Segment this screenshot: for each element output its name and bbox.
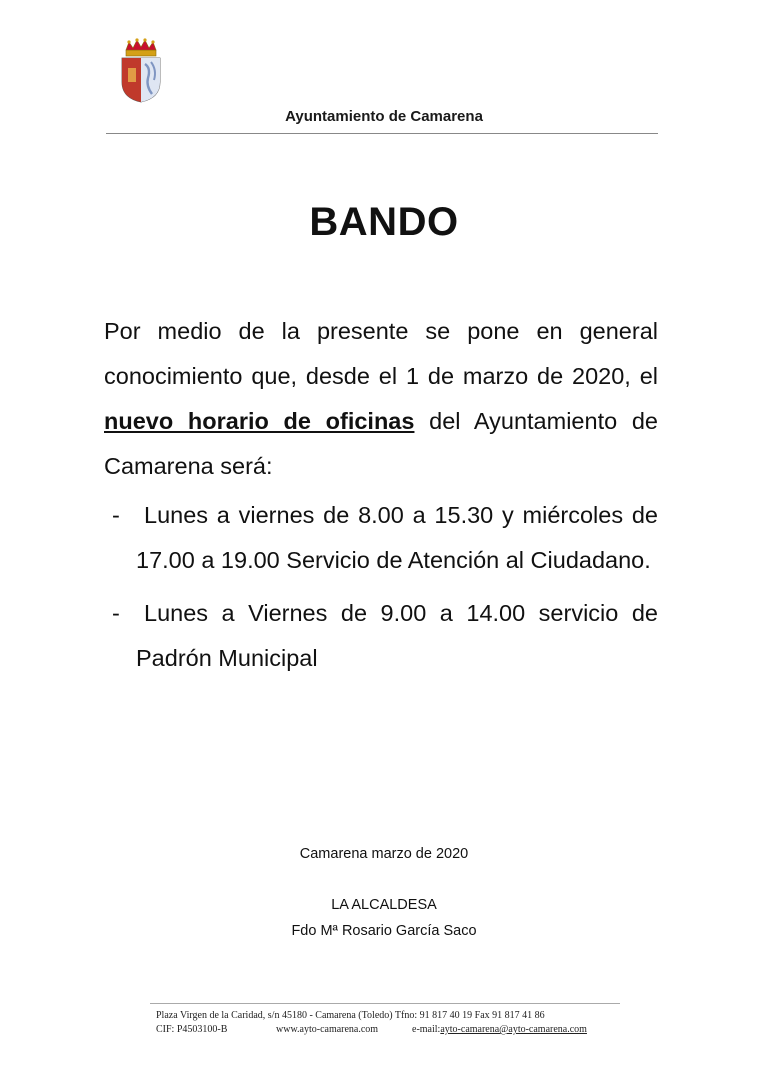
coat-of-arms-icon: [118, 38, 164, 104]
footer-address: Plaza Virgen de la Caridad, s/n 45180 - Camarena (Toledo) Tfno: 91 817 40 19 Fax 91 817 41 86: [156, 1010, 545, 1021]
org-name: Ayuntamiento de Camarena: [285, 108, 483, 125]
footer-contact: [156, 1024, 616, 1035]
intro-highlight: nuevo horario de oficinas: [104, 408, 415, 434]
header-divider: [106, 133, 658, 134]
document-title: BANDO: [309, 200, 459, 244]
signer-role: LA ALCALDESA: [331, 897, 437, 913]
place-date: Camarena marzo de 2020: [299, 846, 469, 862]
list-item-text: Lunes a viernes de 8.00 a 15.30 y miércoles de 17.00 a 19.00 Servicio de Atención al Ciudadano.: [136, 502, 658, 573]
signer-name: Fdo Mª Rosario García Saco: [291, 923, 477, 939]
footer-website[interactable]: www.ayto-camarena.com: [276, 1024, 379, 1035]
intro-text-start: Por medio de la presente se pone en general conocimiento que, desde el 1 de marzo de 2020, el: [104, 318, 658, 389]
list-item-text: Lunes a Viernes de 9.00 a 14.00 servicio de Padrón Municipal: [136, 600, 658, 671]
intro-text-end: del Ayuntamiento de Camarena será:: [104, 408, 658, 479]
footer-divider: [150, 1003, 620, 1004]
schedule-list: [104, 493, 658, 681]
document-body: [104, 309, 658, 689]
list-item: [104, 591, 658, 681]
list-item: [104, 493, 658, 583]
list-dash: -: [112, 502, 120, 528]
footer-email-link[interactable]: ayto-camarena@ayto-camarena.com: [440, 1024, 587, 1035]
intro-paragraph: [104, 309, 658, 489]
list-dash: -: [112, 600, 120, 626]
footer-email-label: e-mail:: [412, 1024, 441, 1035]
footer-email: [412, 1024, 587, 1035]
footer-cif: CIF: P4503100-B: [156, 1024, 228, 1035]
